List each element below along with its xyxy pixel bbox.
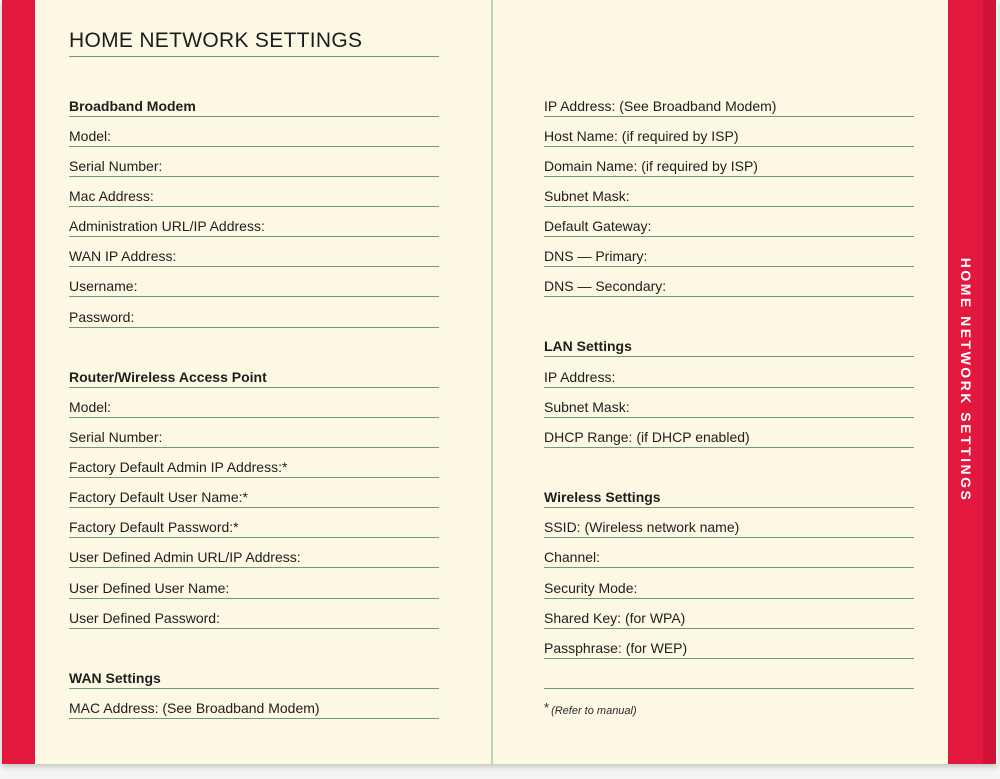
section-heading-router-wireless-access-point: Router/Wireless Access Point [69, 367, 439, 388]
section-heading-wan-settings: WAN Settings [69, 668, 439, 689]
section-heading-lan-settings: LAN Settings [544, 336, 914, 357]
form-line-wan-ip-address: WAN IP Address: [69, 246, 439, 267]
form-line-user-defined-password: User Defined Password: [69, 608, 439, 629]
form-line-channel: Channel: [544, 547, 914, 568]
page-title: HOME NETWORK SETTINGS [69, 29, 439, 57]
form-line-password: Password: [69, 307, 439, 328]
form-line-model: Model: [69, 397, 439, 418]
form-line-subnet-mask: Subnet Mask: [544, 397, 914, 418]
left-cover-edge [2, 0, 35, 764]
form-line-mac-address: Mac Address: [69, 186, 439, 207]
form-line-ssid-wireless-network-name: SSID: (Wireless network name) [544, 517, 914, 538]
form-line-username: Username: [69, 276, 439, 297]
section-heading-wireless-settings: Wireless Settings [544, 487, 914, 508]
page-gutter [491, 0, 493, 764]
form-line-mac-address-see-broadband-modem: MAC Address: (See Broadband Modem) [69, 698, 439, 719]
form-line-factory-default-password: Factory Default Password:* [69, 517, 439, 538]
form-line-model: Model: [69, 126, 439, 147]
form-line-dns-secondary: DNS — Secondary: [544, 276, 914, 297]
form-line-domain-name-if-required-by-isp: Domain Name: (if required by ISP) [544, 156, 914, 177]
form-line-user-defined-admin-url-ip-address: User Defined Admin URL/IP Address: [69, 547, 439, 568]
form-line-passphrase-for-wep: Passphrase: (for WEP) [544, 638, 914, 659]
form-line-user-defined-user-name: User Defined User Name: [69, 578, 439, 599]
form-line-serial-number: Serial Number: [69, 156, 439, 177]
section-heading-broadband-modem: Broadband Modem [69, 96, 439, 117]
form-line-host-name-if-required-by-isp: Host Name: (if required by ISP) [544, 126, 914, 147]
spine-label: HOME NETWORK SETTINGS [958, 257, 974, 503]
form-line-ip-address: IP Address: [544, 367, 914, 388]
form-line-subnet-mask: Subnet Mask: [544, 186, 914, 207]
form-line-shared-key-for-wpa: Shared Key: (for WPA) [544, 608, 914, 629]
form-line-default-gateway: Default Gateway: [544, 216, 914, 237]
form-line-factory-default-admin-ip-address: Factory Default Admin IP Address:* [69, 457, 439, 478]
footnote-text: (Refer to manual) [551, 705, 637, 717]
form-line-dns-primary: DNS — Primary: [544, 246, 914, 267]
form-line-security-mode: Security Mode: [544, 578, 914, 599]
form-line-factory-default-user-name: Factory Default User Name:* [69, 487, 439, 508]
footnote [544, 700, 637, 717]
form-line-dhcp-range-if-dhcp-enabled: DHCP Range: (if DHCP enabled) [544, 427, 914, 448]
spine-shadow [983, 0, 996, 764]
form-line-serial-number: Serial Number: [69, 427, 439, 448]
form-line-blank [544, 668, 914, 689]
footnote-asterisk: * [544, 700, 550, 715]
form-line-administration-url-ip-address: Administration URL/IP Address: [69, 216, 439, 237]
form-line-ip-address-see-broadband-modem: IP Address: (See Broadband Modem) [544, 96, 914, 117]
